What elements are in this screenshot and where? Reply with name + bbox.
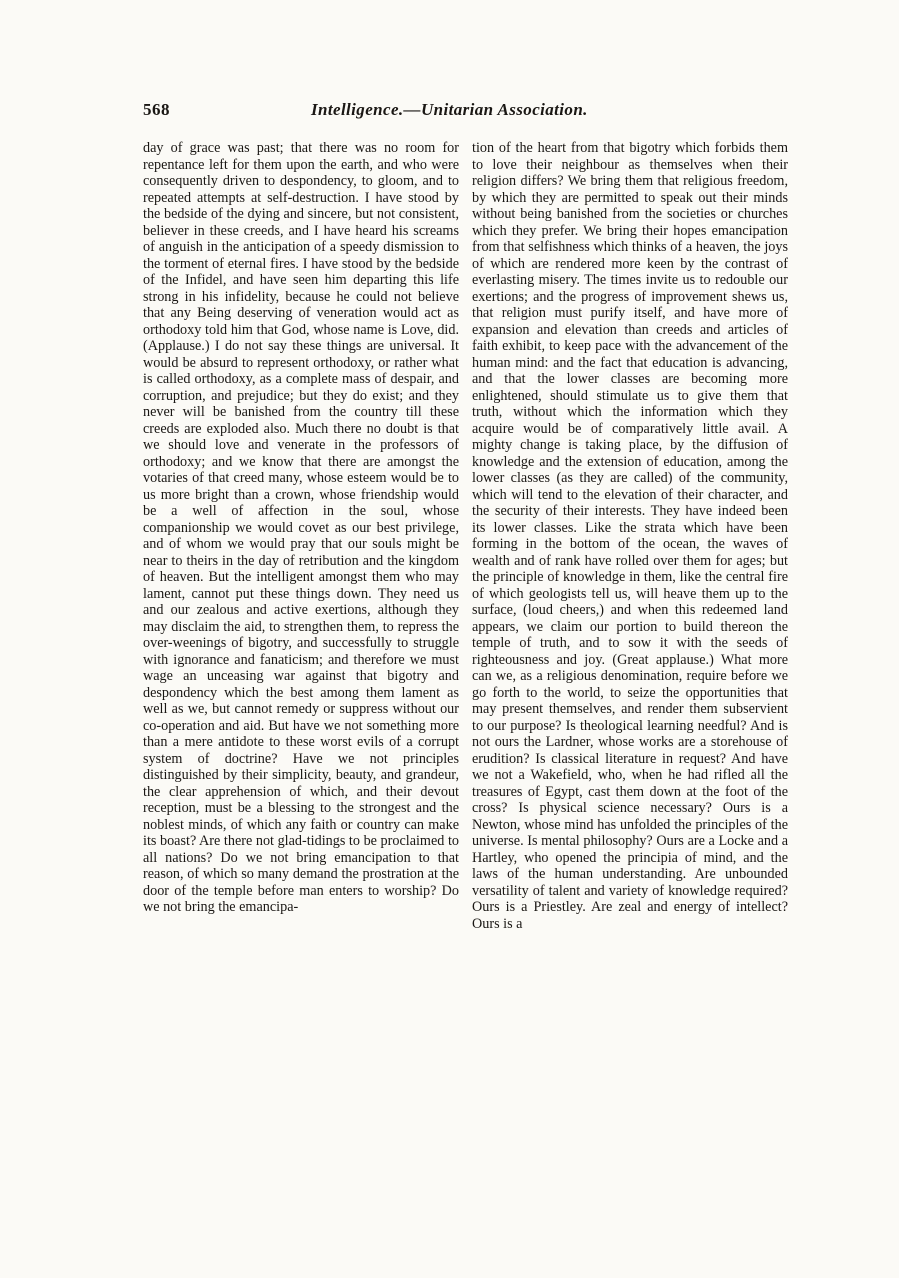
right-column bbox=[472, 140, 788, 932]
page-number: 568 bbox=[143, 100, 170, 119]
right-column-text: tion of the heart from that bigotry which forbids them to love their neighbour as themselves when their religion differs? We bring them that religious freedom, by which they are permitted to speak out their minds without being banished from the societies or churches which they prefer. We bring their hopes emancipation from that selfishness which thinks of a heaven, the joys of which are rendered more keen by the contrast of everlasting misery. The times invite us to redouble our exertions; and the progress of improvement shews us, that religion must purify itself, and have more of expansion and elevation than creeds and articles of faith exhibit, to keep pace with the advancement of the human mind: and the fact that education is advancing, and that the lower classes are becoming more enlightened, should stimulate us to give them that truth, without which the information which they acquire would be of comparatively little avail. A mighty change is taking place, by the diffusion of knowledge and the extension of education, among the lower classes (as they are called) of the community, which will tend to the elevation of their character, and the security of their interests. They have indeed been its lower classes. Like the strata which have been forming in the bottom of the ocean, the waves of wealth and of rank have rolled over them for ages; but the principle of knowledge in them, like the central fire of which geologists tell us, will heave them up to the surface, (loud cheers,) and when this redeemed land appears, we claim our portion to build thereon the temple of truth, and to sow it with the seeds of righteousness and joy. (Great applause.) What more can we, as a religious denomination, require before we go forth to the world, to seize the opportunities that may present themselves, and render them subservient to our purpose? Is theological learning needful? And is not ours the Lardner, whose works are a storehouse of erudition? Is classical literature in request? And have we not a Wakefield, who, when he had rifled all the treasures of Egypt, cast them down at the foot of the cross? Is physical science necessary? Ours is a Newton, whose mind has unfolded the principles of the universe. Is mental philosophy? Ours are a Locke and a Hartley, who opened the principia of mind, and the laws of the human understanding. Are unbounded versatility of talent and variety of knowledge required? Ours is a Priestley. Are zeal and energy of intellect? Ours is a bbox=[472, 140, 788, 932]
running-title: Intelligence.—Unitarian Association. bbox=[311, 100, 588, 119]
left-column bbox=[143, 140, 459, 916]
running-header bbox=[143, 100, 795, 124]
left-column-text: day of grace was past; that there was no room for repentance left for them upon the earth, and who were consequently driven to despondency, to gloom, and to repeated attempts at self-destruction. I have stood by the bedside of the dying and sincere, but not consistent, believer in these creeds, and I have heard his screams of anguish in the anticipation of a speedy dismission to the torment of eternal fires. I have stood by the bedside of the Infidel, and have seen him departing this life strong in his infidelity, because he could not believe that any Being deserving of veneration would act as orthodoxy told him that God, whose name is Love, did. (Applause.) I do not say these things are universal. It would be absurd to represent orthodoxy, or rather what is called orthodoxy, as a complete mass of despair, and corruption, and prejudice; but they do exist; and they never will be banished from the country till these creeds are exploded also. Much there no doubt is that we should love and venerate in the professors of orthodoxy; and we know that there are amongst the votaries of that creed many, whose esteem would be to us more bright than a crown, whose friendship would be a well of affection in the soul, whose companionship we would covet as our best privilege, and of whom we would pray that our souls might be near to theirs in the day of retribution and the kingdom of heaven. But the intelligent amongst them who may lament, cannot put these things down. They need us and our zealous and active exertions, although they may disclaim the aid, to strengthen them, to repress the over-weenings of bigotry, and successfully to struggle with ignorance and fanaticism; and therefore we must wage an unceasing war against that bigotry and despondency which the best among them lament as well as we, but cannot remedy or suppress without our co-operation and aid. But have we not something more than a mere antidote to these worst evils of a corrupt system of doctrine? Have we not principles distinguished by their simplicity, beauty, and grandeur, the clear apprehension of which, and their devout reception, must be a blessing to the strongest and the noblest minds, of which any faith or country can make its boast? Are there not glad-tidings to be proclaimed to all nations? Do we not bring emancipation to that reason, of which so many demand the prostration at the door of the temple before man enters to worship? Do we not bring the emancipa- bbox=[143, 140, 459, 915]
